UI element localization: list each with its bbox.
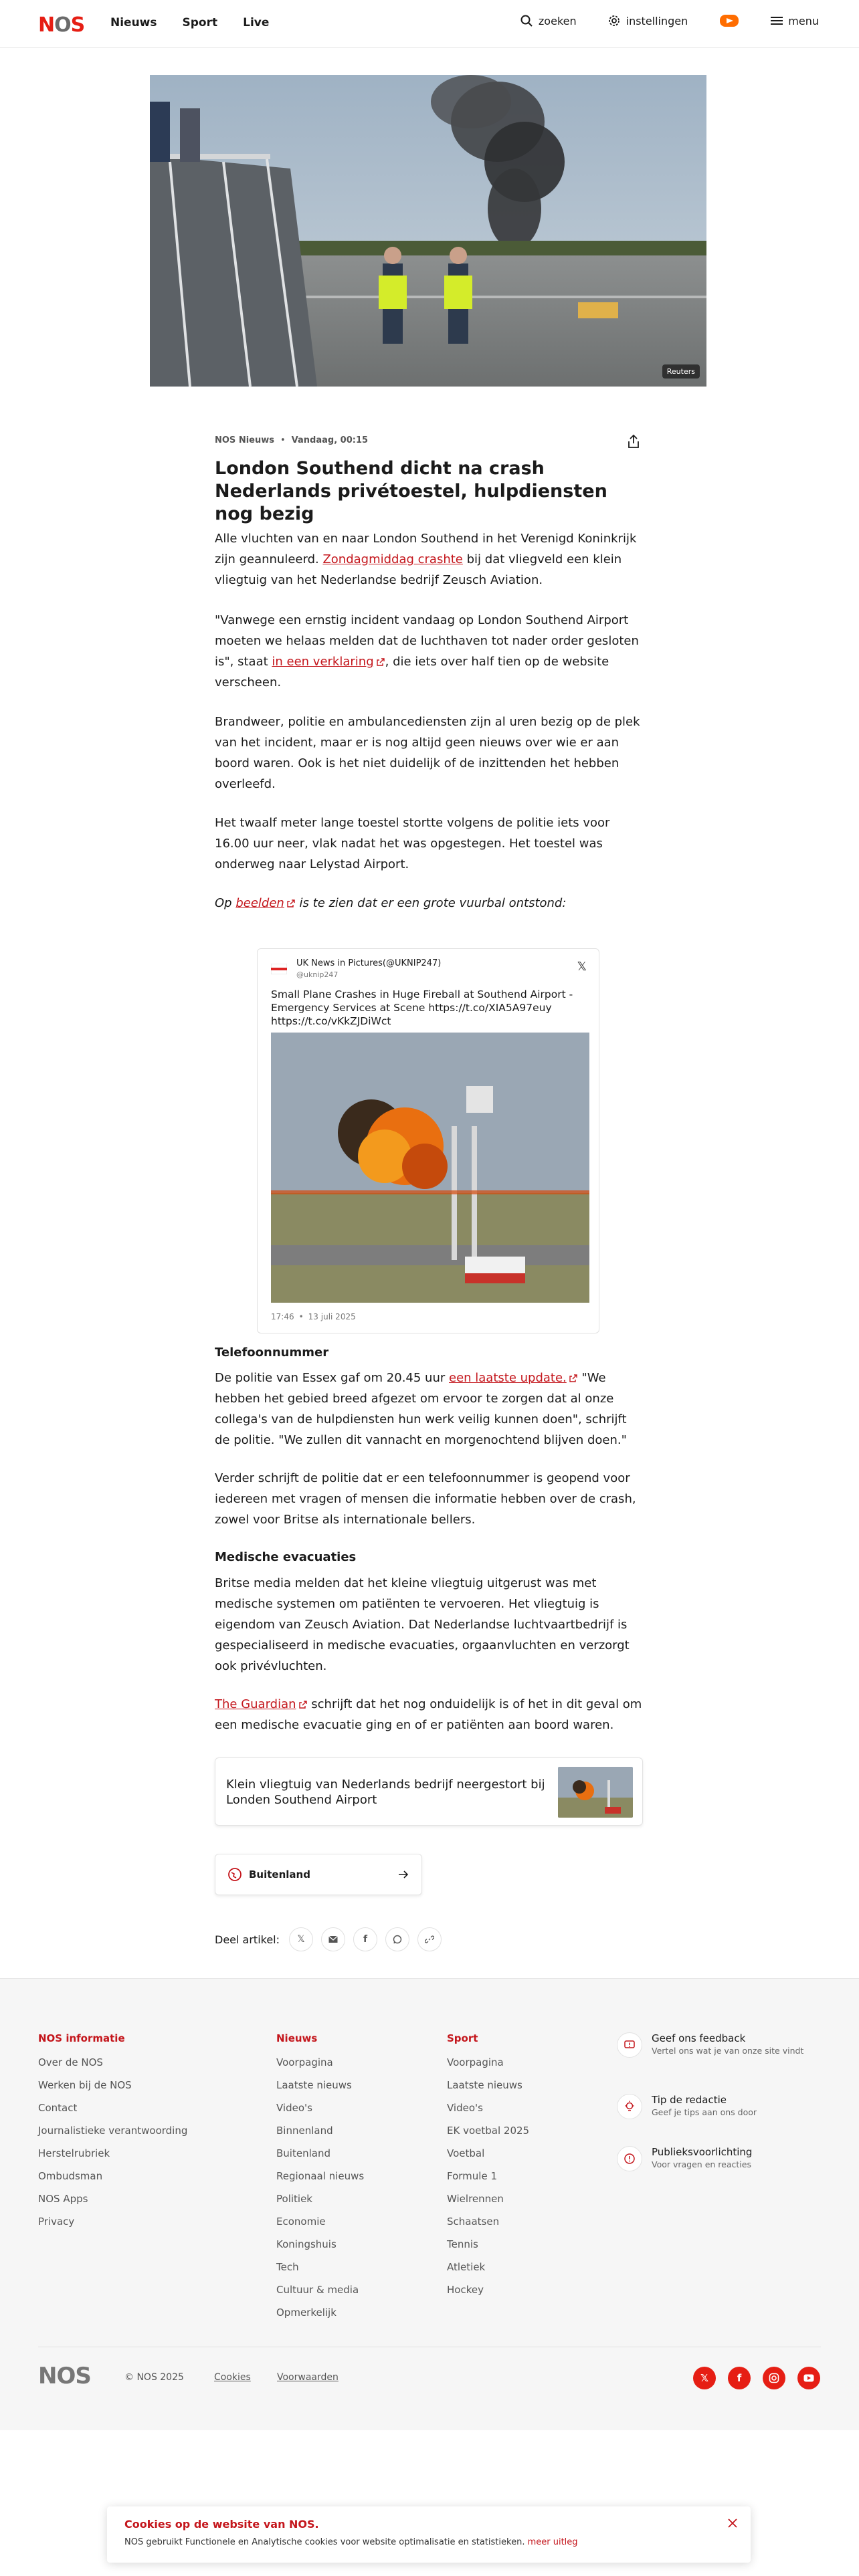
footer-link[interactable]: Voorpagina [447,2056,504,2068]
x-icon: 𝕏 [700,2372,709,2384]
nos-logo[interactable]: NOS [38,13,85,37]
paragraph-2 [215,610,643,693]
x-logo-icon[interactable]: 𝕏 [577,960,587,974]
tweet-timestamp [271,1312,356,1321]
tweet-handle[interactable]: @uknip247 [296,970,339,979]
feedback-subtitle: Vertel ons wat je van onze site vindt [652,2046,804,2056]
p6-text-a: De politie van Essex gaf om 20.45 uur [215,1371,449,1385]
paragraph-3: Brandweer, politie en ambulancediensten zijn al uren bezig op de plek van het incident, maar er is nog altijd geen nieuws over wie er aan boord waren. Ook is het niet duidelijk of de inzittenden het hebben overleefd. [215,715,640,791]
uk-flag-icon [271,964,287,974]
footer-link[interactable]: Laatste nieuws [276,2079,352,2091]
p5-text-a: Op [215,896,236,910]
close-icon [727,2517,739,2529]
cookie-banner [107,2506,751,2563]
menu-label: menu [788,14,819,27]
photo-credit: Reuters [662,364,700,379]
footer-link[interactable]: Herstelrubriek [38,2147,110,2159]
p1-text-a: Alle vluchten van en naar London Southend in het Verenigd Koninkrijk zijn geannuleerd. [215,532,637,566]
settings-button[interactable] [607,14,688,27]
feedback-title: Geef ons feedback [652,2032,746,2044]
link-icon [425,1935,434,1944]
lightbulb-icon [617,2094,642,2119]
category-buitenland[interactable] [215,1854,422,1895]
youtube-icon [803,2374,814,2382]
publieksvoorlichting-title: Publieksvoorlichting [652,2146,753,2158]
email-icon [328,1935,338,1943]
cookie-body-text: NOS gebruikt Functionele en Analytische cookies voor website optimalisatie en statistieken. [124,2537,528,2547]
footer-nos-logo[interactable]: NOS [38,2363,91,2389]
external-link-icon [286,899,296,908]
footer-link[interactable]: Ombudsman [38,2170,103,2182]
footer-link[interactable]: Tennis [447,2238,478,2250]
article-source: NOS Nieuws [215,435,274,445]
paragraph-1 [215,528,643,591]
tweet-author[interactable]: UK News in Pictures(@UKNIP247) [296,958,442,968]
share-facebook-button[interactable] [353,1927,377,1951]
footer-link[interactable]: Laatste nieuws [447,2079,522,2091]
link-laatste-update[interactable]: een laatste update. [449,1371,567,1385]
footer-link[interactable]: Video's [447,2102,483,2114]
tweet-date: 13 juli 2025 [308,1312,356,1321]
p6-text-b: "We hebben het gebied breed afgezet om ervoor te zorgen dat al onze collega's van de hulpdiensten hun werk veilig kunnen doen", schrijft de politie. "We zullen dit vannacht en morgenochtend blijven doen." [215,1371,627,1447]
related-thumbnail-illustration [558,1767,633,1818]
link-verklaring[interactable]: in een verklaring [272,655,374,669]
tweet-time: 17:46 [271,1312,294,1321]
p2-text-a: "Vanwege een ernstig incident vandaag op London Southend Airport moeten we helaas melden dat de luchthaven tot nader order gesloten is", staat [215,613,639,669]
footer-link[interactable]: Economie [276,2216,326,2228]
info-icon [617,2146,642,2171]
instagram-icon [769,2373,779,2383]
tweet-embed[interactable] [257,948,599,1333]
cookie-body [124,2537,578,2547]
share-label: Deel artikel: [215,1933,280,1946]
link-beelden[interactable]: beelden [235,896,284,910]
footer-link[interactable]: Tech [276,2261,299,2273]
nav-nieuws[interactable]: Nieuws [110,16,157,29]
nav-sport[interactable]: Sport [182,16,218,29]
link-zondagmiddag-crashte[interactable]: Zondagmiddag crashte [322,552,463,566]
footer-link[interactable]: NOS Apps [38,2193,88,2205]
site-footer [0,1978,859,2430]
footer-link[interactable]: Binnenland [276,2125,333,2137]
heading-medische-evacuaties: Medische evacuaties [215,1550,357,1564]
footer-link[interactable]: Privacy [38,2216,75,2228]
share-bar [215,1927,450,1951]
whatsapp-icon [393,1935,402,1944]
footer-link[interactable]: Contact [38,2102,78,2114]
footer-link[interactable]: Cultuur & media [276,2284,359,2296]
footer-col-sport [447,2032,529,2306]
footer-copyright: © NOS 2025 [124,2372,184,2383]
hamburger-icon [771,15,783,26]
p2-text-b: , die iets over half tien op de website verscheen. [215,655,609,689]
footer-link[interactable]: Wielrennen [447,2193,504,2205]
footer-link[interactable]: Over de NOS [38,2056,103,2068]
footer-link[interactable]: Opmerkelijk [276,2306,337,2319]
footer-terms-link[interactable]: Voorwaarden [277,2372,339,2383]
cookie-more-link[interactable]: meer uitleg [527,2537,578,2547]
footer-link[interactable]: Voorpagina [276,2056,333,2068]
menu-button[interactable] [771,15,819,27]
tweet-image[interactable] [271,1033,589,1303]
nav-live[interactable]: Live [243,16,270,29]
footer-link[interactable]: Politiek [276,2193,312,2205]
related-article-card[interactable] [215,1757,643,1826]
fireball-illustration [271,1033,589,1303]
share-email-button[interactable] [321,1927,345,1951]
npo-icon [719,13,740,28]
footer-col-nieuws [276,2032,364,2329]
footer-col-nos-informatie [38,2032,187,2238]
meta-separator: • [280,435,286,445]
hero-illustration [150,75,706,387]
gear-icon [607,14,621,27]
social-facebook-button[interactable] [728,2367,751,2389]
tip-link[interactable] [617,2094,831,2119]
settings-label: instellingen [626,14,688,27]
share-x-button[interactable] [289,1927,313,1951]
social-instagram-button[interactable] [763,2367,785,2389]
related-article-title: Klein vliegtuig van Nederlands bedrijf neergestort bij Londen Southend Airport [226,1778,545,1807]
footer-col-title: NOS informatie [38,2032,125,2044]
footer-link[interactable]: Atletiek [447,2261,486,2273]
footer-link[interactable]: Video's [276,2102,312,2114]
footer-link[interactable]: Regionaal nieuws [276,2170,365,2182]
search-label: zoeken [538,14,577,27]
meta-separator: • [298,1312,304,1321]
footer-col-title: Nieuws [276,2032,318,2044]
share-icon [626,433,642,449]
tweet-text: Small Plane Crashes in Huge Fireball at Southend Airport - Emergency Services at Scene https://t.co/XIA5A97euy https://t.co/vKkZJDiWct [271,988,573,1027]
arrow-right-icon [397,1868,409,1881]
external-link-icon [298,1700,308,1709]
publieksvoorlichting-link[interactable] [617,2146,831,2171]
social-x-button[interactable] [693,2367,716,2389]
share-button[interactable] [626,433,642,449]
footer-link[interactable]: Werken bij de NOS [38,2079,132,2091]
paragraph-7: Verder schrijft de politie dat er een telefoonnummer is geopend voor iedereen met vragen of mensen die informatie hebben over de crash, zowel voor Britse als internationale bellers. [215,1471,636,1527]
article-timestamp: Vandaag, 00:15 [291,435,369,445]
tip-title: Tip de redactie [652,2094,727,2106]
footer-link[interactable]: Journalistieke verantwoording [38,2125,188,2137]
footer-link[interactable]: Schaatsen [447,2216,500,2228]
paragraph-4: Het twaalf meter lange toestel stortte volgens de politie iets voor 16.00 uur neer, vlak nadat het was opgestegen. Het toestel was onderweg naar Lelystad Airport. [215,816,610,871]
p9-text-b: schrijft dat het nog onduidelijk is of het in dit geval om een medische evacuatie ging en of er patiënten aan boord waren. [215,1697,642,1732]
footer-link[interactable]: EK voetbal 2025 [447,2125,530,2137]
article-title: London Southend dicht na crash Nederlands privétoestel, hulpdiensten nog bezig [215,458,607,524]
share-whatsapp-button[interactable] [385,1927,409,1951]
footer-link[interactable]: Koningshuis [276,2238,337,2250]
related-article-thumbnail [558,1767,633,1818]
cookie-title: Cookies op de website van NOS. [124,2518,319,2531]
search-button[interactable] [520,14,577,27]
npo-logo[interactable] [719,13,740,28]
social-youtube-button[interactable] [797,2367,820,2389]
share-link-button[interactable] [417,1927,442,1951]
footer-col-title: Sport [447,2032,478,2044]
p1-text-b: bij dat vliegveld een klein vliegtuig van het Nederlandse bedrijf Zeusch Aviation. [215,552,622,587]
hero-image [150,75,706,387]
p5-text-b: is te zien dat er een grote vuurbal ontstond: [295,896,567,910]
article-meta [215,435,368,445]
main-nav [110,16,294,29]
search-icon [520,14,533,27]
paragraph-8: Britse media melden dat het kleine vliegtuig uitgerust was met medische systemen om patiënten te vervoeren. Het vliegtuig is eigendom van Zeusch Aviation. Dat Nederlandse luchtvaartbedrijf is gespecialiseerd in medische evacuaties, orgaanvluchten en verzorgt ook privévluchten. [215,1576,630,1673]
tip-subtitle: Geef je tips aan ons door [652,2107,757,2117]
heading-telefoonnummer: Telefoonnummer [215,1346,329,1360]
footer-link[interactable]: Formule 1 [447,2170,497,2182]
feedback-link[interactable] [617,2032,831,2058]
category-label: Buitenland [249,1868,310,1881]
globe-icon [227,1867,242,1882]
chat-alert-icon [617,2032,642,2058]
facebook-icon: f [737,2372,742,2384]
footer-link[interactable]: Buitenland [276,2147,330,2159]
publieksvoorlichting-subtitle: Voor vragen en reacties [652,2159,751,2169]
paragraph-9 [215,1694,643,1735]
cookie-close-button[interactable] [724,2514,741,2532]
external-link-icon [376,657,385,667]
footer-link[interactable]: Hockey [447,2284,484,2296]
x-icon: 𝕏 [297,1934,305,1945]
external-link-icon [569,1374,578,1383]
facebook-icon: f [363,1934,368,1945]
site-header [0,0,859,48]
footer-link[interactable]: Voetbal [447,2147,485,2159]
paragraph-5 [215,893,643,914]
footer-cookies-link[interactable]: Cookies [214,2372,251,2383]
paragraph-6 [215,1368,643,1451]
link-the-guardian[interactable]: The Guardian [215,1697,296,1711]
